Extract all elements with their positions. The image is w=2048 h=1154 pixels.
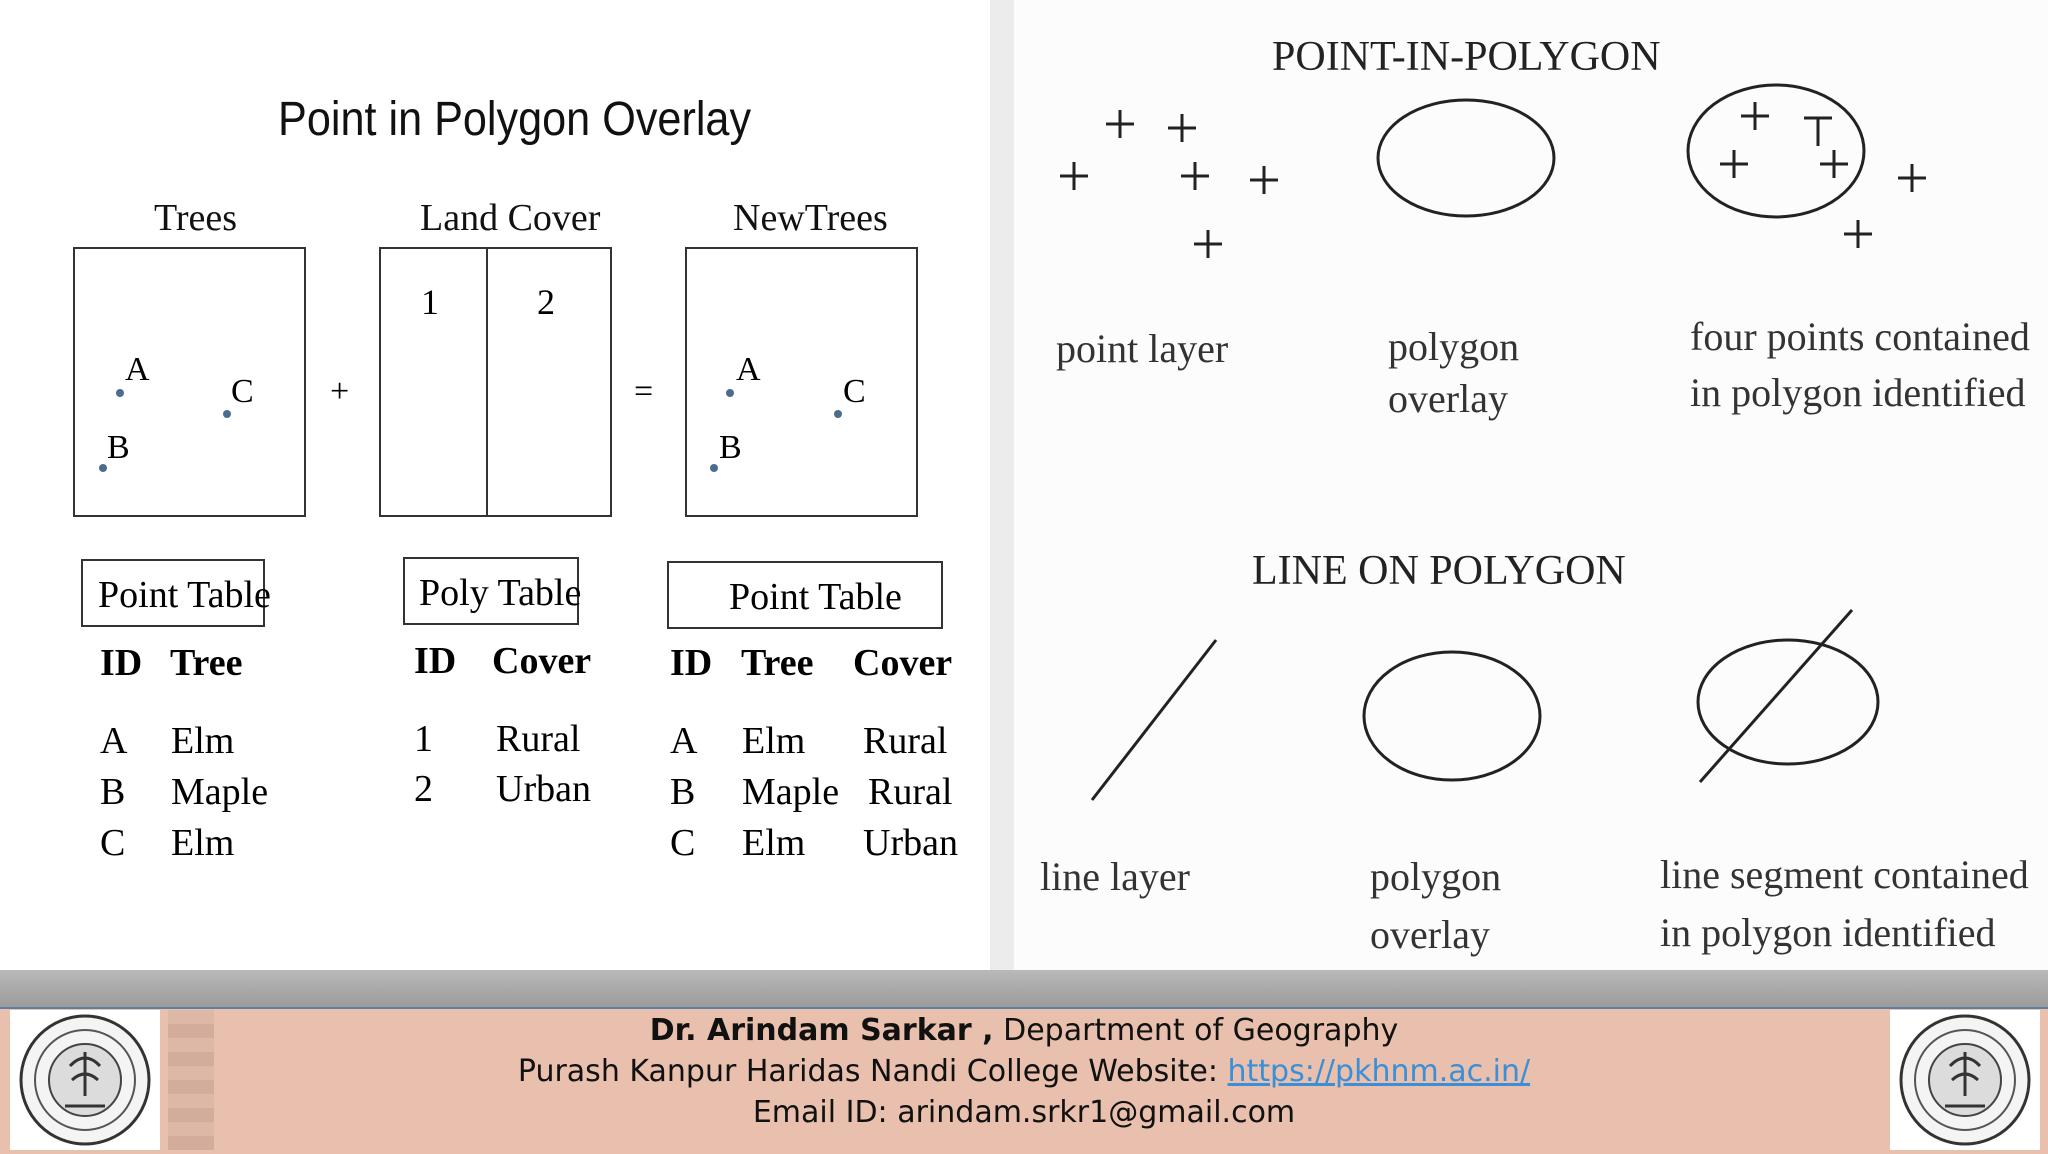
tree-point-label-b: B bbox=[107, 429, 130, 466]
new-tree-point-label-a: A bbox=[736, 351, 761, 388]
lop-result-ellipse bbox=[1698, 640, 1878, 764]
new-tree-point-label-b: B bbox=[719, 429, 742, 466]
new-table-row-1-tree: Maple bbox=[742, 771, 840, 813]
plus-marker-icon bbox=[1820, 150, 1848, 178]
new-table-row-2-cover: Urban bbox=[863, 822, 958, 864]
trees-table-row-2-id: C bbox=[100, 822, 126, 864]
new-table-row-0-cover: Rural bbox=[863, 720, 948, 762]
website-link[interactable]: https://pkhnm.ac.in/ bbox=[1227, 1054, 1531, 1089]
plus-marker-icon bbox=[1168, 114, 1196, 142]
plus-marker-icon bbox=[1250, 166, 1278, 194]
footer-credits bbox=[170, 1010, 1878, 1133]
lop-polygon-caption-line1: polygon bbox=[1370, 854, 1502, 899]
lop-result-caption-line1: line segment contained bbox=[1660, 852, 2029, 897]
footer-college-line bbox=[170, 1051, 1878, 1092]
plus-marker-icon bbox=[1060, 162, 1088, 190]
college-seal-icon bbox=[1890, 1010, 2040, 1150]
trees-table-row-1-id: B bbox=[100, 771, 126, 813]
plus-marker-icon bbox=[1741, 102, 1769, 130]
trees-layer-box bbox=[74, 248, 305, 516]
tree-point-b bbox=[99, 464, 107, 472]
trees-layer-label: Trees bbox=[154, 197, 238, 239]
overlay-layers-diagram bbox=[0, 0, 990, 540]
plus-marker-icon bbox=[1844, 220, 1872, 248]
new-tree-point-c bbox=[834, 410, 842, 418]
polygon-overlay-caption-line1: polygon bbox=[1388, 324, 1520, 369]
land-cover-layer-box bbox=[380, 248, 611, 516]
college-label: Purash Kanpur Haridas Nandi College Website: bbox=[517, 1054, 1228, 1089]
trees-table-row-1-tree: Maple bbox=[171, 771, 269, 813]
new-tree-point-a bbox=[726, 389, 734, 397]
pip-result-ellipse bbox=[1688, 85, 1864, 217]
pip-title: POINT-IN-POLYGON bbox=[1272, 34, 1661, 80]
new-table-row-1-id: B bbox=[670, 771, 696, 813]
plus-operator: + bbox=[330, 373, 350, 410]
plus-marker-icon bbox=[1720, 150, 1748, 178]
trees-table-header-tree: Tree bbox=[170, 642, 243, 684]
new-table-row-2-id: C bbox=[670, 822, 696, 864]
author-name: Dr. Arindam Sarkar , bbox=[649, 1013, 994, 1048]
poly-table-row-0-cover: Rural bbox=[496, 718, 581, 760]
trees-table-row-2-tree: Elm bbox=[171, 822, 235, 864]
pip-result-caption-line2: in polygon identified bbox=[1690, 370, 2026, 415]
footer-author-line bbox=[170, 1010, 1878, 1051]
new-table-header-tree: Tree bbox=[741, 642, 814, 684]
poly-table-caption: Poly Table bbox=[419, 572, 582, 614]
equals-operator: = bbox=[634, 373, 654, 410]
result-markers bbox=[1720, 102, 1926, 248]
new-trees-layer-label: NewTrees bbox=[733, 197, 888, 239]
footer-separator-band bbox=[0, 970, 2048, 1008]
plus-marker-icon bbox=[1181, 162, 1209, 190]
overlay-types-diagram bbox=[1014, 0, 2048, 975]
plus-marker-icon bbox=[1804, 118, 1832, 146]
land-cover-layer-label: Land Cover bbox=[420, 197, 601, 239]
trees-table-caption: Point Table bbox=[98, 574, 271, 616]
poly-table-row-0-id: 1 bbox=[414, 718, 433, 760]
new-table-header-id: ID bbox=[670, 642, 713, 684]
department: Department of Geography bbox=[993, 1013, 1399, 1048]
footer-email-line: Email ID: arindam.srkr1@gmail.com bbox=[752, 1095, 1296, 1130]
line-layer-line bbox=[1092, 640, 1216, 800]
tree-point-label-c: C bbox=[231, 373, 254, 410]
polygon-overlay-caption-line2: overlay bbox=[1388, 376, 1508, 421]
zone-label-2: 2 bbox=[537, 282, 555, 322]
trees-table-header-id: ID bbox=[100, 642, 143, 684]
poly-table-row-1-cover: Urban bbox=[496, 768, 591, 810]
trees-table-row-0-tree: Elm bbox=[171, 720, 235, 762]
lop-polygon-ellipse bbox=[1364, 652, 1540, 780]
zone-label-1: 1 bbox=[421, 282, 439, 322]
pip-result-caption-line1: four points contained bbox=[1690, 314, 2030, 359]
new-table-row-0-id: A bbox=[670, 720, 698, 762]
lop-title: LINE ON POLYGON bbox=[1252, 548, 1626, 594]
trees-table-row-0-id: A bbox=[100, 720, 128, 762]
plus-marker-icon bbox=[1106, 110, 1134, 138]
point-layer-caption: point layer bbox=[1056, 326, 1229, 371]
new-table-caption: Point Table bbox=[729, 576, 902, 618]
line-layer-caption: line layer bbox=[1040, 854, 1190, 899]
lop-result-caption-line2: in polygon identified bbox=[1660, 910, 1996, 955]
new-table-row-1-cover: Rural bbox=[868, 771, 953, 813]
point-layer-markers bbox=[1060, 110, 1278, 258]
new-tree-point-label-c: C bbox=[843, 373, 866, 410]
new-trees-layer-box bbox=[686, 248, 917, 516]
tree-point-label-a: A bbox=[125, 351, 150, 388]
lop-polygon-caption-line2: overlay bbox=[1370, 912, 1490, 957]
point-in-polygon-overlay-panel bbox=[0, 0, 990, 970]
trees-point-table bbox=[0, 540, 990, 960]
overlay-types-panel bbox=[1014, 0, 2048, 975]
poly-table-header-id: ID bbox=[414, 640, 457, 682]
plus-marker-icon bbox=[1194, 230, 1222, 258]
new-table-header-cover: Cover bbox=[853, 642, 953, 684]
tree-point-c bbox=[223, 410, 231, 418]
tree-point-a bbox=[116, 389, 124, 397]
pip-polygon-ellipse bbox=[1378, 100, 1554, 216]
panel-gap bbox=[990, 0, 1014, 975]
poly-table-header-cover: Cover bbox=[492, 640, 592, 682]
overlay-title: Point in Polygon Overlay bbox=[278, 93, 752, 146]
new-table-row-2-tree: Elm bbox=[742, 822, 806, 864]
college-seal-icon bbox=[10, 1010, 160, 1150]
new-tree-point-b bbox=[710, 464, 718, 472]
new-table-row-0-tree: Elm bbox=[742, 720, 806, 762]
plus-marker-icon bbox=[1898, 164, 1926, 192]
poly-table-row-1-id: 2 bbox=[414, 768, 433, 810]
